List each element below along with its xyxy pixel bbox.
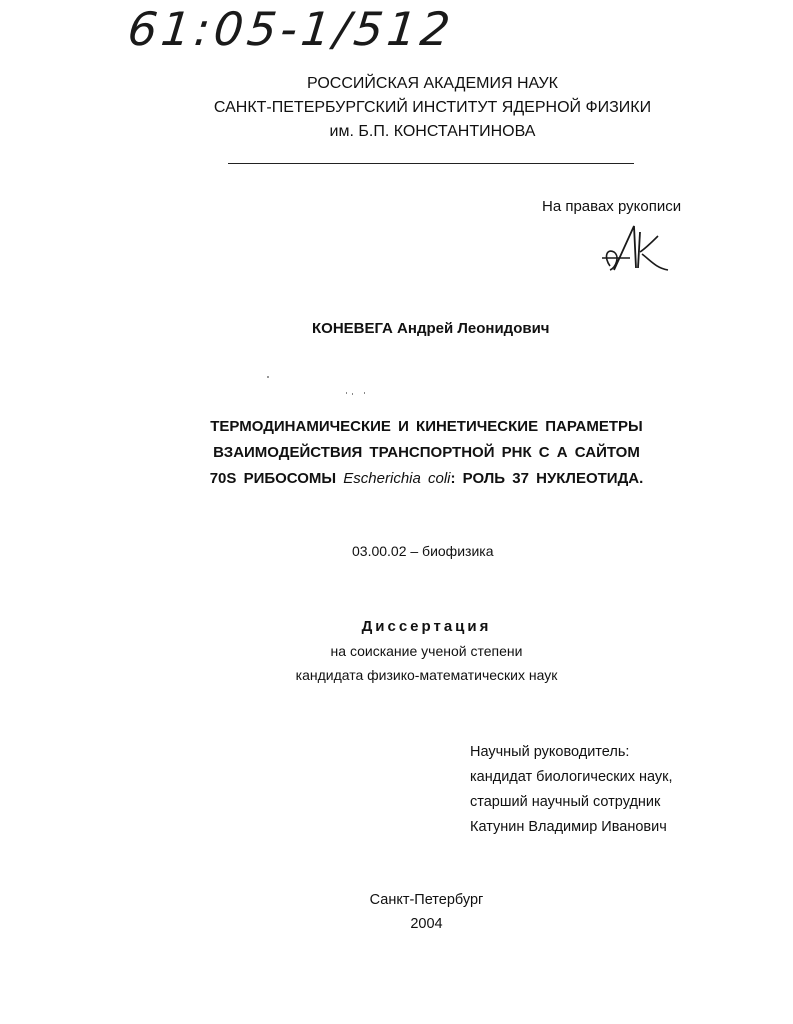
advisor-block [470,740,673,840]
institute-name: САНКТ-ПЕТЕРБУРГСКИЙ ИНСТИТУТ ЯДЕРНОЙ ФИЗИКИ [213,99,652,116]
title-line-3-prefix: 70S РИБОСОМЫ [209,470,337,487]
title-line-1: ТЕРМОДИНАМИЧЕСКИЕ И КИНЕТИЧЕСКИЕ ПАРАМЕТРЫ [210,418,643,435]
organism-name: Escherichia coli [343,470,451,487]
dissertation-degree-line-2: кандидата физико-математических наук [295,667,558,683]
academy-name: РОССИЙСКАЯ АКАДЕМИЯ НАУК [307,75,558,92]
dissertation-heading: Диссертация [361,618,492,635]
scan-speck [352,393,353,395]
title-line-3 [30,466,793,492]
advisor-label: Научный руководитель: [470,744,630,760]
footer-city: Санкт-Петербург [369,892,484,908]
scan-speck [346,392,347,394]
advisor-degree: кандидат биологических наук, [470,769,673,785]
title-line-2: ВЗАИМОДЕЙСТВИЯ ТРАНСПОРТНОЙ РНК С А САЙТОМ [213,444,640,461]
dissertation-degree-line-1: на соискание ученой степени [330,643,523,659]
scan-speck [267,376,269,378]
advisor-position: старший научный сотрудник [470,794,661,810]
archive-number: 61:05-1/512 [125,2,457,56]
footer-year: 2004 [410,916,443,932]
author-name: КОНЕВЕГА Андрей Леонидович [312,320,550,337]
advisor-name: Катунин Владимир Иванович [470,819,667,835]
institute-named-after: им. Б.П. КОНСТАНТИНОВА [329,123,536,140]
header-divider [228,163,634,164]
specialty-code: 03.00.02 – биофизика [352,543,494,559]
scan-speck [364,392,365,394]
manuscript-rights: На правах рукописи [542,198,682,215]
title-line-3-suffix: : РОЛЬ 37 НУКЛЕОТИДА. [450,470,644,487]
signature-image [596,218,676,280]
